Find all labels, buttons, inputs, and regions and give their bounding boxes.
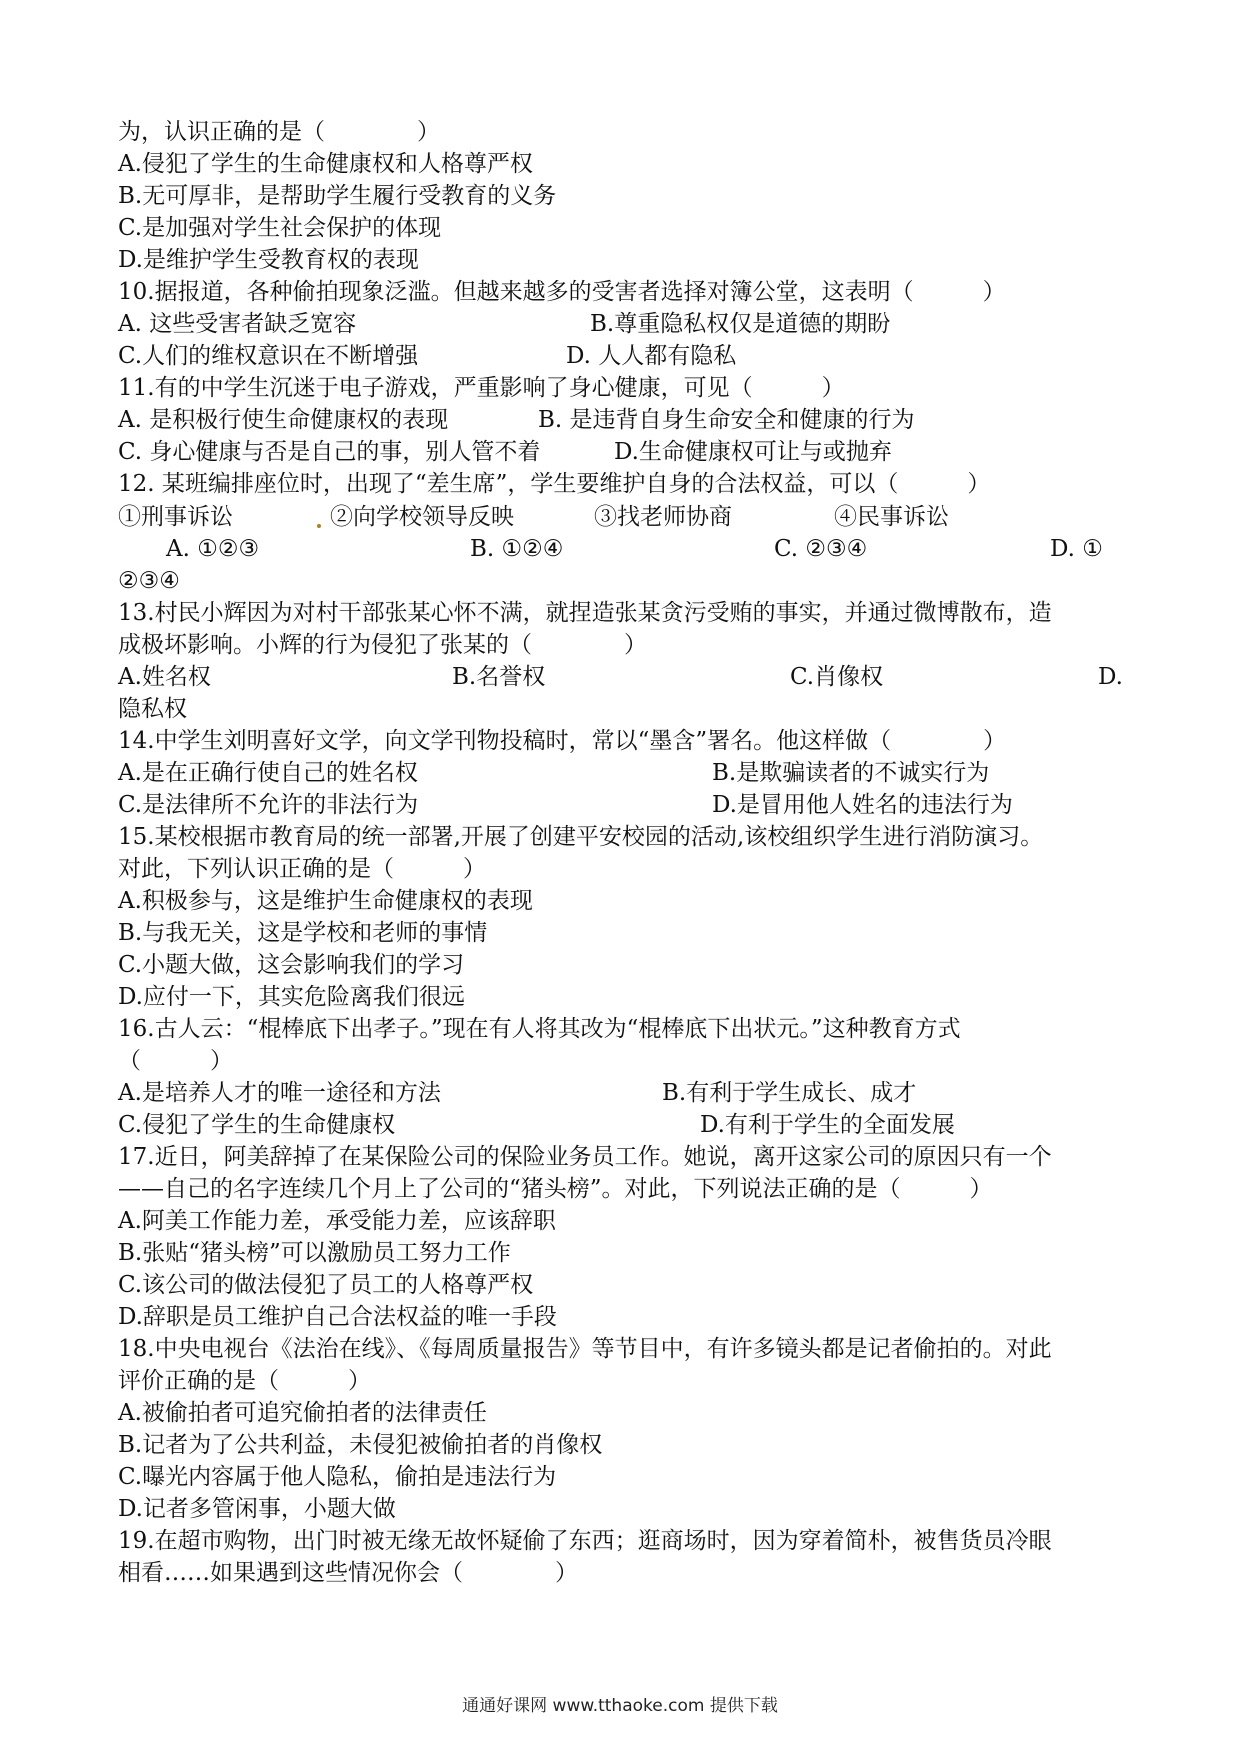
q13-option-d: D.	[1098, 664, 1123, 690]
q11-option-a: A. 是积极行使生命健康权的表现	[118, 407, 449, 433]
q16-stem-line1: 16.古人云：“棍棒底下出孝子。”现在有人将其改为“棍棒底下出状元。”这种教育方式	[118, 1016, 961, 1042]
q16-stem-line2: （ ）	[118, 1048, 233, 1074]
q14-option-b: B.是欺骗读者的不诚实行为	[712, 760, 990, 786]
q17-option-a: A.阿美工作能力差，承受能力差，应该辞职	[118, 1208, 556, 1234]
q12-option-d-cont: ②③④	[118, 568, 180, 594]
q15-option-c: C.小题大做，这会影响我们的学习	[118, 952, 465, 978]
q14-option-c: C.是法律所不允许的非法行为	[118, 792, 419, 818]
q16-option-a: A.是培养人才的唯一途径和方法	[118, 1080, 441, 1106]
q18-option-b: B.记者为了公共利益，未侵犯被偷拍者的肖像权	[118, 1432, 603, 1458]
q15-stem-line1: 15.某校根据市教育局的统一部署,开展了创建平安校园的活动,该校组织学生进行消防演习。	[118, 824, 1044, 850]
q12-item-2: ②向学校领导反映	[330, 504, 514, 530]
q9-option-c: C.是加强对学生社会保护的体现	[118, 215, 442, 241]
q17-stem-line1: 17.近日，阿美辞掉了在某保险公司的保险业务员工作。她说，离开这家公司的原因只有一个	[118, 1144, 1052, 1170]
q13-option-b: B.名誉权	[452, 664, 546, 690]
q16-option-d: D.有利于学生的全面发展	[700, 1112, 955, 1138]
q17-stem-line2: ——自己的名字连续几个月上了公司的“猪头榜”。对此，下列说法正确的是（ ）	[118, 1176, 993, 1202]
q10-option-a: A. 这些受害者缺乏宽容	[118, 311, 357, 337]
q12-option-a: A. ①②③	[166, 536, 260, 562]
q18-option-a: A.被偷拍者可追究偷拍者的法律责任	[118, 1400, 487, 1426]
q9-option-d: D.是维护学生受教育权的表现	[118, 247, 419, 273]
q15-option-a: A.积极参与，这是维护生命健康权的表现	[118, 888, 533, 914]
q11-option-b: B. 是违背自身生命安全和健康的行为	[538, 407, 915, 433]
q16-option-c: C.侵犯了学生的生命健康权	[118, 1112, 396, 1138]
q19-stem-line1: 19.在超市购物，出门时被无缘无故怀疑偷了东西；逛商场时，因为穿着简朴，被售货员冷眼	[118, 1528, 1052, 1554]
q16-option-b: B.有利于学生成长、成才	[662, 1080, 917, 1106]
q12-option-d: D. ①	[1050, 536, 1103, 562]
q18-stem-line2: 评价正确的是（ ）	[118, 1368, 371, 1394]
q17-option-d: D.辞职是员工维护自己合法权益的唯一手段	[118, 1304, 557, 1330]
q10-option-d: D. 人人都有隐私	[566, 343, 737, 369]
q9-option-b: B.无可厚非，是帮助学生履行受教育的义务	[118, 183, 557, 209]
q12-option-b: B. ①②④	[470, 536, 564, 562]
q9-option-a: A.侵犯了学生的生命健康权和人格尊严权	[118, 151, 533, 177]
q11-option-c: C. 身心健康与否是自己的事，别人管不着	[118, 439, 541, 465]
q10-option-b: B.尊重隐私权仅是道德的期盼	[590, 311, 891, 337]
q19-stem-line2: 相看……如果遇到这些情况你会（ ）	[118, 1560, 578, 1586]
q12-option-c: C. ②③④	[774, 536, 868, 562]
q12-item-4: ④民事诉讼	[834, 504, 949, 530]
q18-option-c: C.曝光内容属于他人隐私，偷拍是违法行为	[118, 1464, 557, 1490]
q14-option-a: A.是在正确行使自己的姓名权	[118, 760, 418, 786]
q12-item-1: ①刑事诉讼	[118, 504, 233, 530]
q18-stem-line1: 18.中央电视台《法治在线》、《每周质量报告》等节目中，有许多镜头都是记者偷拍的。对此	[118, 1336, 1052, 1362]
q18-option-d: D.记者多管闲事，小题大做	[118, 1496, 396, 1522]
q13-option-c: C.肖像权	[790, 664, 884, 690]
q14-stem: 14.中学生刘明喜好文学，向文学刊物投稿时，常以“墨含”署名。他这样做（ ）	[118, 728, 1007, 754]
q17-option-c: C.该公司的做法侵犯了员工的人格尊严权	[118, 1272, 534, 1298]
q11-option-d: D.生命健康权可让与或抛弃	[614, 439, 892, 465]
q9-stem: 为，认识正确的是（ ）	[118, 119, 440, 145]
page-footer: 通通好课网 www.tthaoke.com 提供下载	[462, 1696, 778, 1716]
q13-stem-line1: 13.村民小辉因为对村干部张某心怀不满，就捏造张某贪污受贿的事实，并通过微博散布，造	[118, 600, 1052, 626]
q15-option-d: D.应付一下，其实危险离我们很远	[118, 984, 465, 1010]
q12-item-3: ③找老师协商	[594, 504, 732, 530]
q10-stem: 10.据报道，各种偷拍现象泛滥。但越来越多的受害者选择对簿公堂，这表明（ ）	[118, 279, 1006, 305]
q11-stem: 11.有的中学生沉迷于电子游戏，严重影响了身心健康，可见（ ）	[118, 375, 845, 401]
stray-dot-mark	[317, 524, 321, 528]
q10-option-c: C.人们的维权意识在不断增强	[118, 343, 419, 369]
q12-stem: 12. 某班编排座位时，出现了“差生席”，学生要维护自身的合法权益，可以（ ）	[118, 471, 991, 497]
q15-stem-line2: 对此，下列认识正确的是（ ）	[118, 856, 486, 882]
q13-option-d-cont: 隐私权	[118, 696, 187, 722]
q13-stem-line2: 成极坏影响。小辉的行为侵犯了张某的（ ）	[118, 632, 647, 658]
q13-option-a: A.姓名权	[118, 664, 211, 690]
q15-option-b: B.与我无关，这是学校和老师的事情	[118, 920, 488, 946]
q14-option-d: D.是冒用他人姓名的违法行为	[712, 792, 1013, 818]
q17-option-b: B.张贴“猪头榜”可以激励员工努力工作	[118, 1240, 511, 1266]
